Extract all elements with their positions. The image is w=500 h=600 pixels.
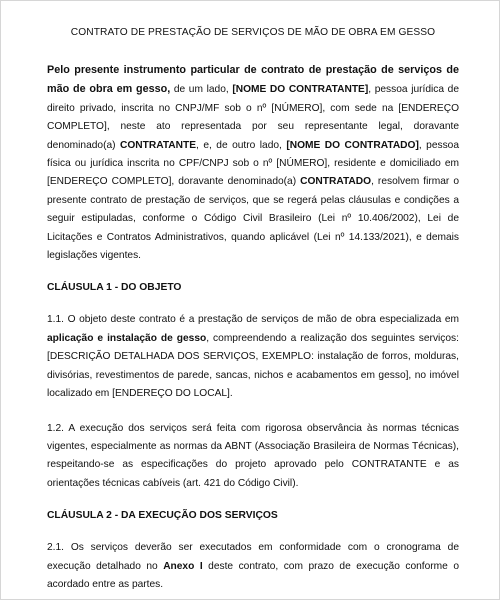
contratado-name: [NOME DO CONTRATADO] — [286, 139, 419, 151]
clause-2-1-text-b: deste contrato, com prazo de execução conforme o acordado entre as partes. — [47, 560, 459, 590]
intro-text-5: , resolvem firmar o presente contrato de prestação de serviços, que se regerá pelas cláusulas e condições a seguir estipuladas, conforme o Código Civil Brasileiro (Lei nº 10.406/2002), Lei de Licitações e Contratos Administrativos, quando aplicável (Lei nº 14.133/2021), e demais legislações vigentes. — [47, 176, 459, 262]
clause-1-1 — [47, 311, 459, 403]
intro-text-3: , e, de outro lado, — [196, 139, 287, 151]
contratante-name: [NOME DO CONTRATANTE] — [232, 84, 369, 96]
intro-lead: Pelo presente instrumento particular de contrato de prestação de serviços de mão de obra em gesso, — [47, 64, 459, 96]
document-title: CONTRATO DE PRESTAÇÃO DE SERVIÇOS DE MÃO DE OBRA EM GESSO — [70, 27, 436, 38]
clause-2-heading: CLÁUSULA 2 - DA EXECUÇÃO DOS SERVIÇOS — [47, 510, 278, 522]
clause-1-heading: CLÁUSULA 1 - DO OBJETO — [47, 282, 182, 294]
contratante-label: CONTRATANTE — [120, 139, 197, 151]
document-body — [47, 27, 459, 600]
intro-text-1: de um lado, — [170, 84, 233, 96]
clause-2-1-bold: Anexo I — [163, 560, 203, 572]
clause-2-1-text-a: 2.1. Os serviços deverão ser executados em conformidade com o cronograma de execução detalhado no — [47, 542, 459, 572]
contratado-label: CONTRATADO — [300, 176, 372, 188]
clause-1-1-text-b: , compreendendo a realização dos seguintes serviços: [DESCRIÇÃO DETALHADA DOS SERVIÇOS, EXEMPLO: instalação de forros, molduras, divisórias, revestimentos de parede, sancas, nichos e acabamentos em gesso], no imóvel localizado em [ENDEREÇO DO LOCAL]. — [47, 332, 459, 400]
intro-text-2: , pessoa jurídica de direito privado, inscrita no CNPJ/MF sob o nº [NÚMERO], com sede na [ENDEREÇO COMPLETO], neste ato representada por seu representante legal, doravante denominado(a) — [47, 84, 459, 151]
clause-1-2: 1.2. A execução dos serviços será feita com rigorosa observância às normas técnicas vigentes, especialmente as normas da ABNT (Associação Brasileira de Normas Técnicas), respeitando-se as especificações do projeto aprovado pelo CONTRATANTE e as orientações técnicas cabíveis (art. 421 do Código Civil). — [47, 422, 459, 489]
clause-1-1-bold: aplicação e instalação de gesso — [47, 332, 207, 344]
clause-1-1-text-a: 1.1. O objeto deste contrato é a prestação de serviços de mão de obra especializada em — [47, 314, 459, 326]
intro-text-4: , pessoa física ou jurídica inscrita no CPF/CNPJ sob o nº [NÚMERO], residente e domiciliado em [ENDEREÇO COMPLETO], doravante denominado(a) — [47, 139, 460, 188]
intro-paragraph — [47, 61, 459, 265]
clause-2-1 — [47, 539, 459, 594]
